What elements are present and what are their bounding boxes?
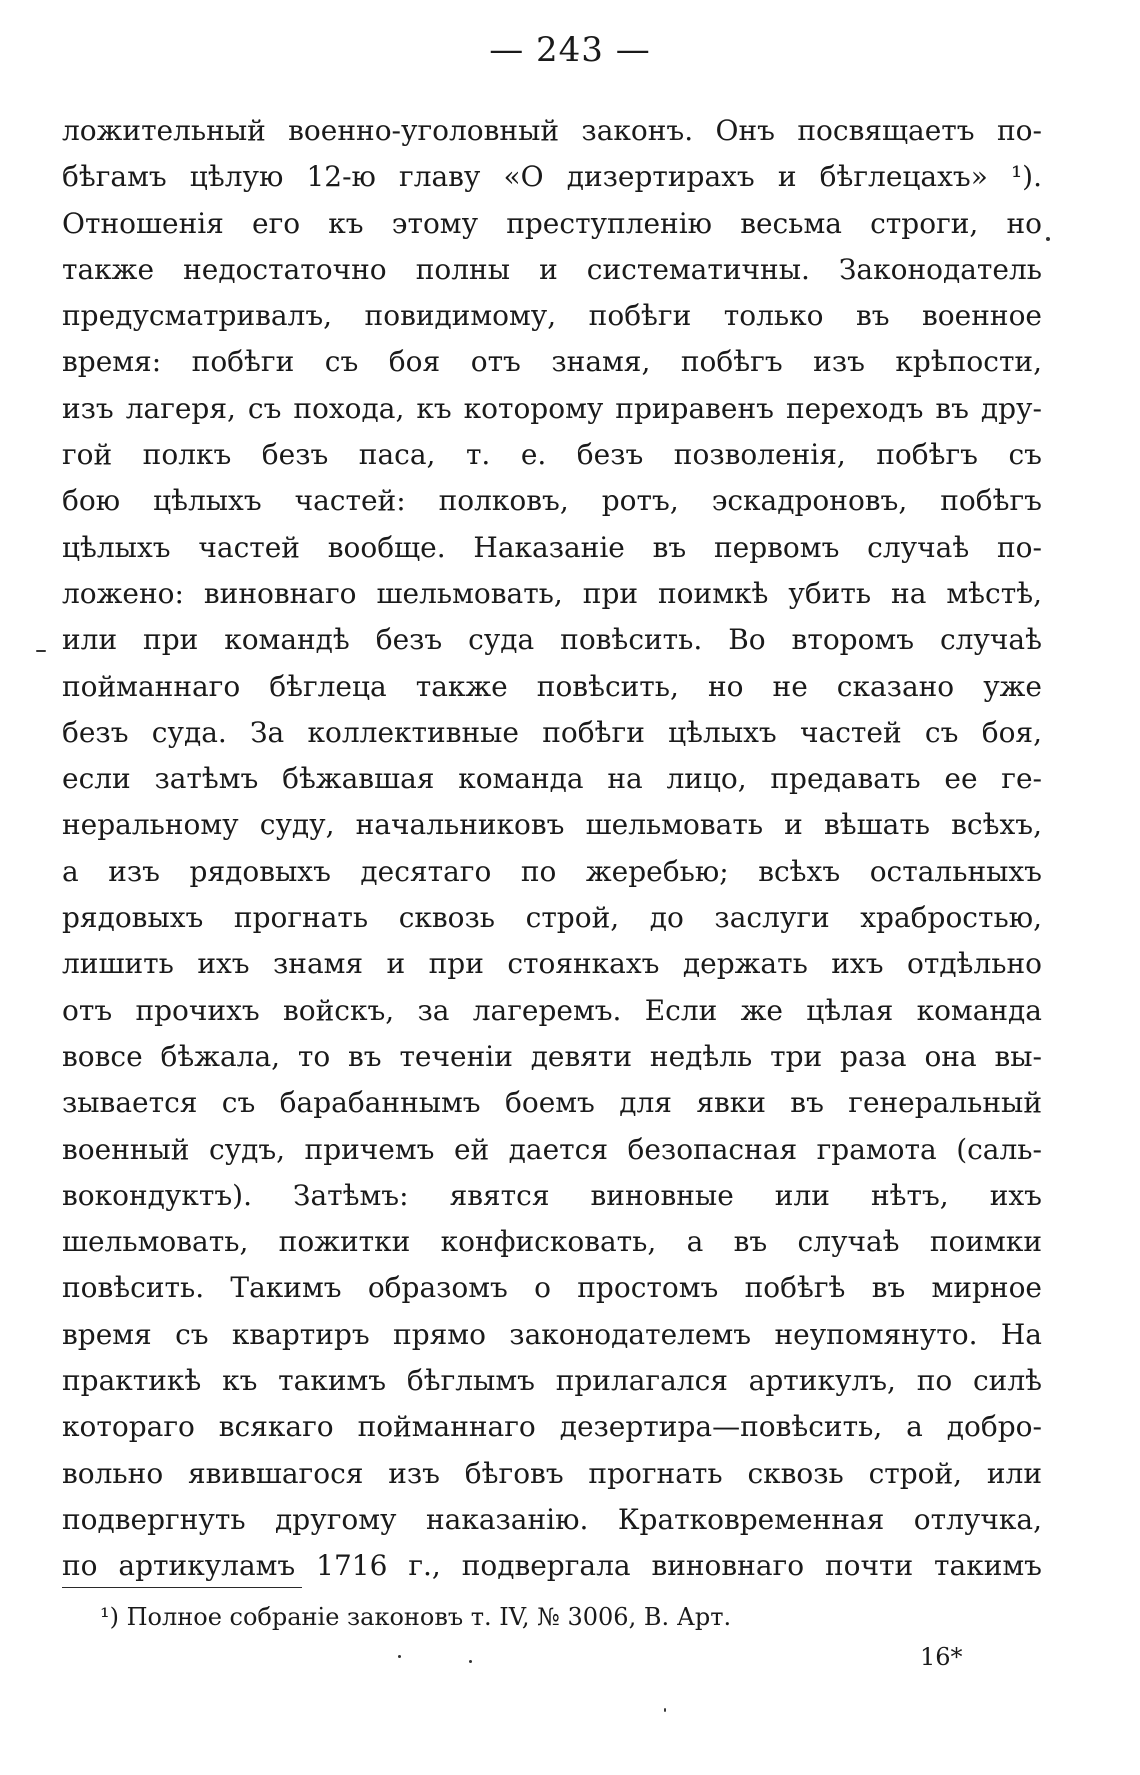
text-line: Отношенія его къ этому преступленію весьма строги, но (62, 206, 1042, 240)
text-line: гой полкъ безъ паса, т. е. безъ позволенія, побѣгъ съ (62, 438, 1042, 472)
print-speck (36, 650, 46, 652)
text-line: время съ квартиръ прямо законодателемъ неупомянуто. На (62, 1317, 1042, 1351)
text-line: отъ прочихъ войскъ, за лагеремъ. Если же цѣлая команда (62, 993, 1042, 1027)
text-line: повѣсить. Такимъ образомъ о простомъ побѣгѣ въ мирное (62, 1271, 1042, 1305)
text-line: ложено: виновнаго шельмовать, при поимкѣ убить на мѣстѣ, (62, 576, 1042, 610)
body-text (62, 108, 1042, 1590)
print-speck (1046, 237, 1050, 241)
text-line: также недостаточно полны и систематичны. Законодатель (62, 252, 1042, 286)
text-line: бѣгамъ цѣлую 12-ю главу «О дизертирахъ и бѣглецахъ» ¹). (62, 160, 1042, 194)
text-line: подвергнуть другому наказанію. Кратковременная отлучка, (62, 1502, 1042, 1536)
text-line: если затѣмъ бѣжавшая команда на лицо, предавать ее ге- (62, 762, 1042, 796)
footnote-divider (62, 1587, 302, 1588)
text-line: по артикуламъ 1716 г., подвергала виновнаго почти такимъ (62, 1549, 1042, 1583)
page-number: — 243 — (489, 30, 651, 70)
footnote (100, 1600, 731, 1634)
text-line: предусматривалъ, повидимому, побѣги только въ военное (62, 299, 1042, 333)
print-speck (398, 1655, 401, 1658)
printer-signature-mark: 16* (920, 1643, 963, 1671)
text-line: время: побѣги съ боя отъ знамя, побѣгъ изъ крѣпости, (62, 345, 1042, 379)
text-line: или при командѣ безъ суда повѣсить. Во второмъ случаѣ (62, 623, 1042, 657)
text-line: шельмовать, пожитки конфисковать, а въ случаѣ поимки (62, 1225, 1042, 1259)
text-line: а изъ рядовыхъ десятаго по жеребью; всѣхъ остальныхъ (62, 854, 1042, 888)
text-line: пойманнаго бѣглеца также повѣсить, но не сказано уже (62, 669, 1042, 703)
text-line: бою цѣлыхъ частей: полковъ, ротъ, эскадроновъ, побѣгъ (62, 484, 1042, 518)
text-line: лишить ихъ знамя и при стоянкахъ держать ихъ отдѣльно (62, 947, 1042, 981)
text-line: зывается съ барабаннымъ боемъ для явки въ генеральный (62, 1086, 1042, 1120)
text-line: вовсе бѣжала, то въ теченіи девяти недѣль три раза она вы- (62, 1039, 1042, 1073)
footnote-marker: ¹) (100, 1603, 119, 1631)
text-line: военный судъ, причемъ ей дается безопасная грамота (саль- (62, 1132, 1042, 1166)
text-line: практикѣ къ такимъ бѣглымъ прилагался артикулъ, по силѣ (62, 1364, 1042, 1398)
print-speck (664, 1708, 666, 1712)
text-line: цѣлыхъ частей вообще. Наказаніе въ первомъ случаѣ по- (62, 530, 1042, 564)
text-line: рядовыхъ прогнать сквозь строй, до заслуги храбростью, (62, 901, 1042, 935)
text-line: ложительный военно-уголовный законъ. Онъ посвящаетъ по- (62, 114, 1042, 147)
text-line: вольно явившагося изъ бѣговъ прогнать сквозь строй, или (62, 1456, 1042, 1490)
text-line: безъ суда. За коллективные побѣги цѣлыхъ частей съ боя, (62, 715, 1042, 749)
text-line: котораго всякаго пойманнаго дезертира—повѣсить, а добро- (62, 1410, 1042, 1444)
footnote-text: Полное собраніе законовъ т. IV, № 3006, В. Арт. (126, 1603, 732, 1631)
text-line: неральному суду, начальниковъ шельмовать и вѣшать всѣхъ, (62, 808, 1042, 842)
text-line: вокондуктъ). Затѣмъ: явятся виновные или нѣтъ, ихъ (62, 1178, 1042, 1212)
text-line: изъ лагеря, съ похода, къ которому приравенъ переходъ въ дру- (62, 391, 1042, 425)
print-speck (469, 1660, 472, 1663)
